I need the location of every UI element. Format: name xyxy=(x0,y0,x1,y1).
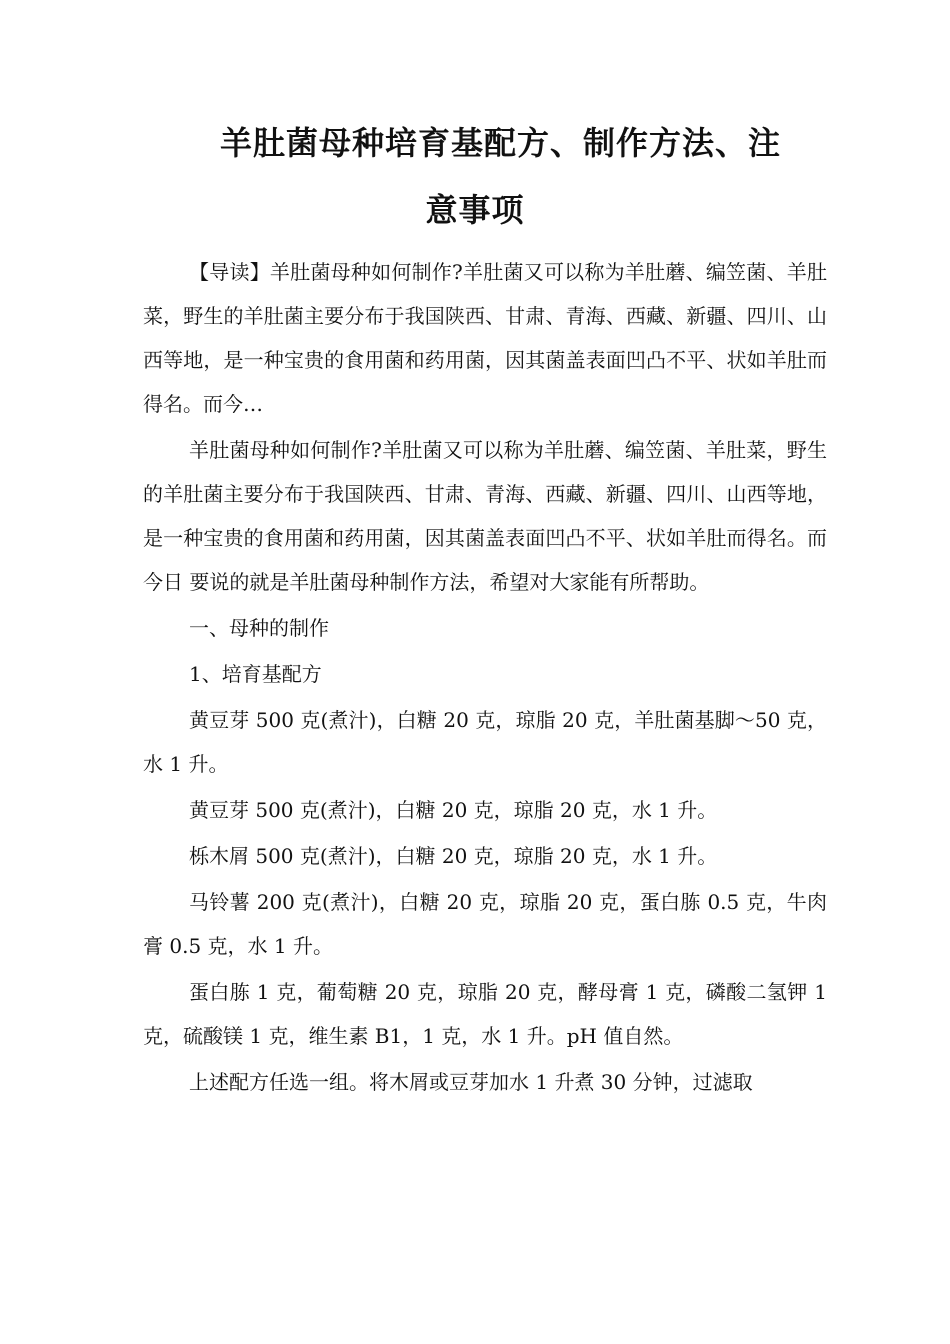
section-heading: 一、母种的制作 xyxy=(189,616,329,640)
method-paragraph: 上述配方任选一组。将木屑或豆芽加水 1 升煮 30 分钟，过滤取 xyxy=(189,1070,753,1094)
formula-paragraph-3: 栎木屑 500 克(煮汁)，白糖 20 克，琼脂 20 克，水 1 升。 xyxy=(189,844,718,868)
document-body xyxy=(143,250,827,1104)
formula-paragraph-4: 马铃薯 200 克(煮汁)，白糖 20 克，琼脂 20 克，蛋白胨 0.5 克，牛肉膏 0.5 克，水 1 升。 xyxy=(143,890,827,958)
formula-paragraph-1: 黄豆芽 500 克(煮汁)，白糖 20 克，琼脂 20 克，羊肚菌基脚～50 克，水 1 升。 xyxy=(143,708,827,776)
paragraph-intro: 【导读】羊肚菌母种如何制作?羊肚菌又可以称为羊肚蘑、编笠菌、羊肚菜，野生的羊肚菌主要分布于我国陕西、甘肃、青海、西藏、新疆、四川、山西等地，是一种宝贵的食用菌和药用菌，因其菌盖表面凹凸不平、状如羊肚而得名。而今… xyxy=(143,260,827,416)
document-title-line-2: 意事项 xyxy=(425,191,525,229)
document-title-line-1: 羊肚菌母种培育基配方、制作方法、注 xyxy=(220,124,782,162)
paragraph-overview: 羊肚菌母种如何制作?羊肚菌又可以称为羊肚蘑、编笠菌、羊肚菜，野生的羊肚菌主要分布于我国陕西、甘肃、青海、西藏、新疆、四川、山西等地，是一种宝贵的食用菌和药用菌，因其菌盖表面凹凸不平、状如羊肚而得名。而今日 要说的就是羊肚菌母种制作方法，希望对大家能有所帮助。 xyxy=(143,438,827,594)
subsection-heading: 1、培育基配方 xyxy=(189,662,322,686)
formula-paragraph-2: 黄豆芽 500 克(煮汁)，白糖 20 克，琼脂 20 克，水 1 升。 xyxy=(189,798,718,822)
formula-paragraph-5: 蛋白胨 1 克，葡萄糖 20 克，琼脂 20 克，酵母膏 1 克，磷酸二氢钾 1 克，硫酸镁 1 克，维生素 B1，1 克，水 1 升。pH 值自然。 xyxy=(143,980,827,1048)
